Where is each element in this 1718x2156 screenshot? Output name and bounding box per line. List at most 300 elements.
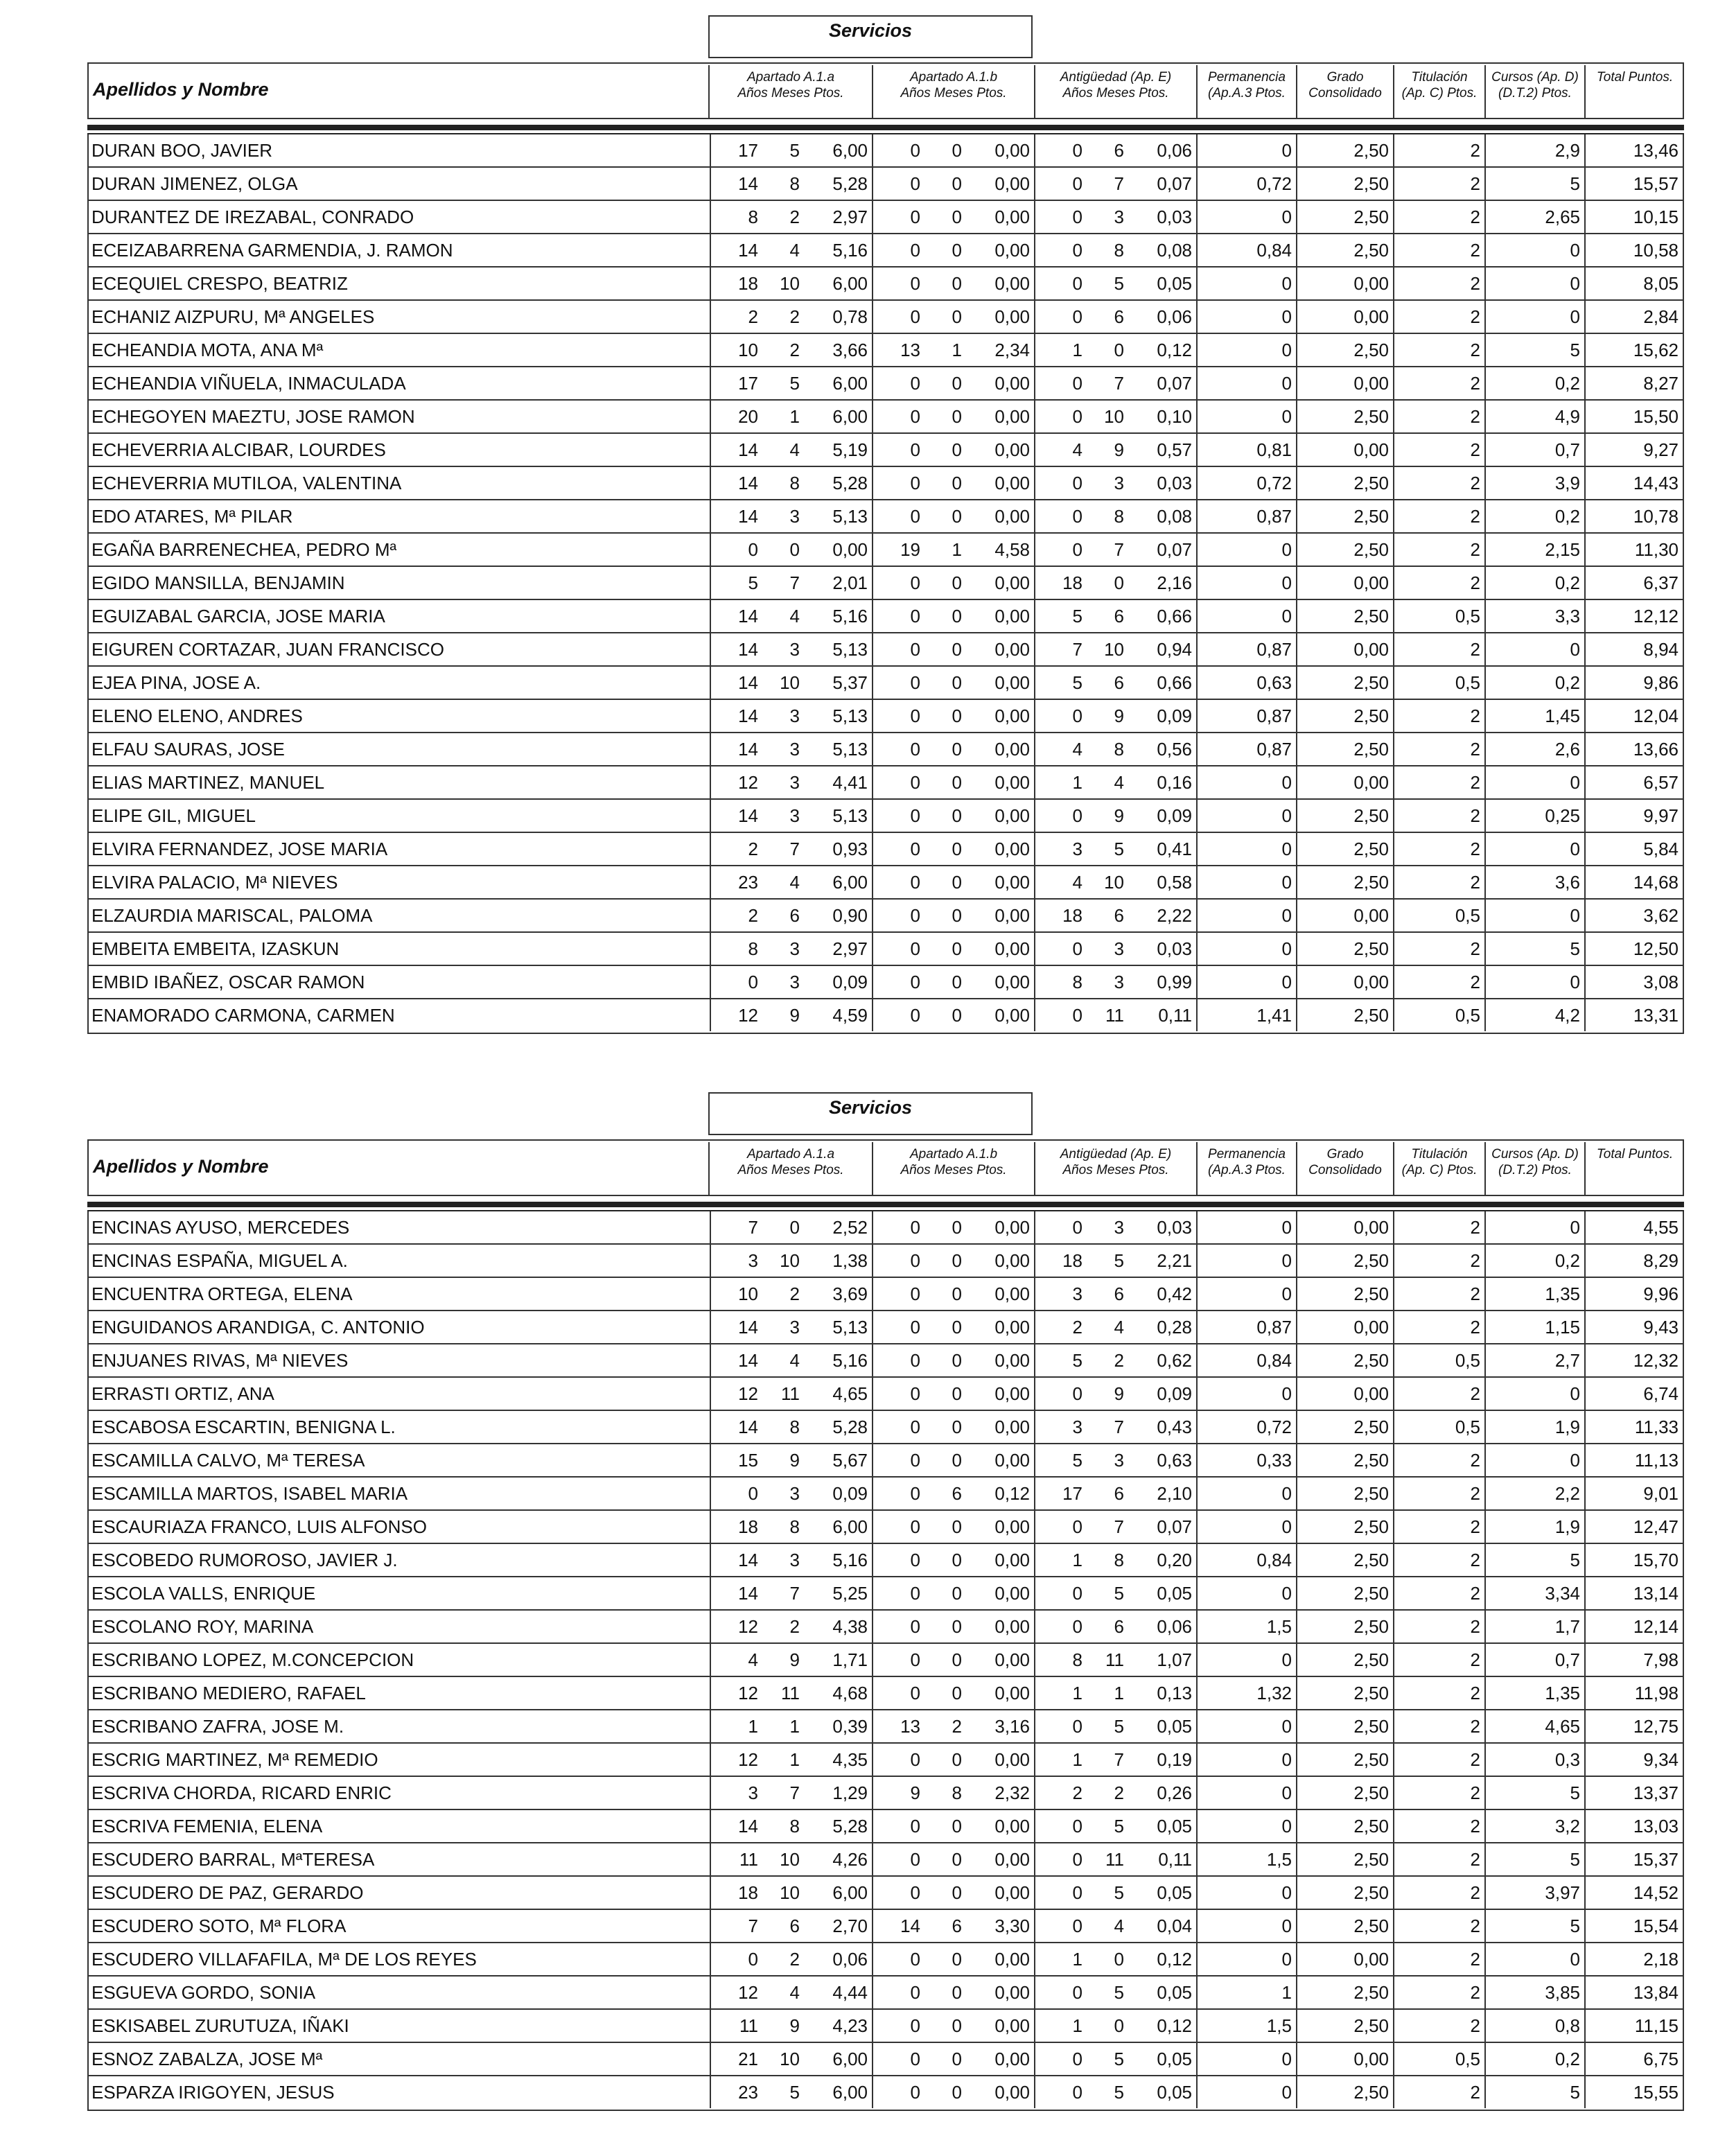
- table-row: [89, 1544, 1683, 1577]
- cell-a1b-years: 0: [872, 1810, 923, 1842]
- cell-a1b-points: 0,00: [994, 905, 1030, 926]
- cell-total: 3,08: [1584, 966, 1681, 998]
- cell-a1b-points: 0,12: [994, 1483, 1030, 1504]
- cell-total: 3,62: [1584, 900, 1681, 931]
- table-row: [89, 800, 1683, 833]
- cell-a1b-years: 0: [872, 1544, 923, 1576]
- cell-a1a-points: 6,00: [832, 1516, 868, 1537]
- cell-a1b-years: 0: [872, 900, 923, 931]
- cell-ant-years: 18: [1034, 1245, 1085, 1277]
- cell-ant-years: 0: [1034, 1211, 1085, 1243]
- cell-a1a-points: 4,41: [832, 772, 868, 793]
- table-row: [89, 1511, 1683, 1544]
- cell-permanencia: 0: [1196, 1245, 1295, 1277]
- cell-a1b-years: 0: [872, 500, 923, 532]
- cell-a1a-points: 1,71: [832, 1649, 868, 1670]
- cell-ant-months: 3: [1114, 207, 1124, 227]
- cell-a1b-points: 0,00: [994, 1350, 1030, 1371]
- cell-total: 10,15: [1584, 201, 1681, 233]
- cell-a1b-months: 0: [952, 506, 962, 527]
- cell-titulacion: 0,5: [1393, 600, 1483, 632]
- cell-a1b-points: 0,00: [994, 1217, 1030, 1238]
- table-row: [89, 1444, 1683, 1478]
- cell-grado: 0,00: [1296, 1378, 1392, 1410]
- cell-a1a-years: 14: [710, 667, 761, 699]
- cell-name: ELVIRA FERNANDEZ, JOSE MARIA: [91, 839, 388, 859]
- table-row: [89, 334, 1683, 367]
- cell-a1a-points: 4,26: [832, 1849, 868, 1870]
- cell-a1b-years: 0: [872, 866, 923, 898]
- cell-a1b-points: 0,00: [994, 1683, 1030, 1703]
- cell-ant-points: 0,07: [1157, 373, 1192, 394]
- cell-a1a-months: 1: [789, 1716, 800, 1737]
- cell-ant-points: 0,03: [1157, 473, 1192, 493]
- cell-titulacion: 2: [1393, 1710, 1483, 1742]
- cell-a1a-points: 0,78: [832, 306, 868, 327]
- cell-a1b-points: 0,00: [994, 1005, 1030, 1026]
- cell-ant-months: 3: [1114, 1217, 1124, 1238]
- cell-a1b-months: 0: [952, 1417, 962, 1437]
- cell-a1a-months: 2: [789, 1616, 800, 1637]
- cell-ant-points: 0,20: [1157, 1550, 1192, 1570]
- cell-a1b-years: 0: [872, 1577, 923, 1609]
- cell-total: 9,34: [1584, 1744, 1681, 1776]
- cell-ant-months: 5: [1114, 1982, 1124, 2003]
- cell-name: DURAN JIMENEZ, OLGA: [91, 173, 298, 194]
- cell-a1a-points: 6,00: [832, 2082, 868, 2103]
- cell-a1b-points: 0,00: [994, 938, 1030, 959]
- cell-titulacion: 2: [1393, 1378, 1483, 1410]
- cell-permanencia: 0: [1196, 1777, 1295, 1809]
- cell-cursos: 0,2: [1484, 2043, 1583, 2075]
- header-antiguedad: Antigüedad (Ap. E) Años Meses Ptos.: [1034, 1142, 1196, 1195]
- cell-a1a-months: 1: [789, 406, 800, 427]
- cell-grado: 2,50: [1296, 1411, 1392, 1443]
- cell-a1b-months: 0: [952, 1749, 962, 1770]
- cell-cursos: 5: [1484, 933, 1583, 965]
- header-a1b: Apartado A.1.b Años Meses Ptos.: [872, 65, 1034, 118]
- cell-grado: 2,50: [1296, 467, 1392, 499]
- cell-ant-points: 0,09: [1157, 705, 1192, 726]
- cell-a1b-years: 0: [872, 633, 923, 665]
- cell-a1a-years: 14: [710, 1544, 761, 1576]
- cell-ant-months: 6: [1114, 306, 1124, 327]
- cell-a1a-months: 7: [789, 1583, 800, 1604]
- cell-grado: 2,50: [1296, 500, 1392, 532]
- cell-titulacion: 2: [1393, 500, 1483, 532]
- cell-cursos: 1,35: [1484, 1278, 1583, 1310]
- cell-titulacion: 2: [1393, 367, 1483, 399]
- cell-total: 6,74: [1584, 1378, 1681, 1410]
- cell-a1b-years: 19: [872, 534, 923, 566]
- cell-a1a-years: 15: [710, 1444, 761, 1476]
- cell-ant-months: 5: [1114, 1716, 1124, 1737]
- cell-a1a-points: 5,28: [832, 173, 868, 194]
- cell-a1b-months: 0: [952, 1982, 962, 2003]
- cell-a1b-years: 0: [872, 234, 923, 266]
- cell-name: ENJUANES RIVAS, Mª NIEVES: [91, 1350, 349, 1371]
- cell-total: 9,86: [1584, 667, 1681, 699]
- cell-grado: 2,50: [1296, 201, 1392, 233]
- header-name: Apellidos y Nombre: [93, 1156, 269, 1177]
- cell-ant-years: 5: [1034, 1444, 1085, 1476]
- cell-ant-months: 8: [1114, 739, 1124, 760]
- cell-a1a-years: 14: [710, 1311, 761, 1343]
- cell-titulacion: 2: [1393, 201, 1483, 233]
- cell-a1a-years: 3: [710, 1777, 761, 1809]
- cell-a1a-months: 3: [789, 772, 800, 793]
- cell-a1b-points: 0,00: [994, 606, 1030, 626]
- cell-a1a-years: 14: [710, 467, 761, 499]
- cell-name: ESCOBEDO RUMOROSO, JAVIER J.: [91, 1550, 398, 1570]
- cell-grado: 2,50: [1296, 1478, 1392, 1509]
- table-row: [89, 534, 1683, 567]
- cell-ant-months: 5: [1114, 2082, 1124, 2103]
- cell-ant-months: 0: [1114, 572, 1124, 593]
- cell-a1b-months: 0: [952, 473, 962, 493]
- cell-name: ESCRIBANO ZAFRA, JOSE M.: [91, 1716, 344, 1737]
- cell-name: ELIAS MARTINEZ, MANUEL: [91, 772, 325, 793]
- cell-a1a-years: 14: [710, 1344, 761, 1376]
- table-row: [89, 633, 1683, 667]
- cell-grado: 0,00: [1296, 567, 1392, 599]
- cell-a1b-years: 0: [872, 800, 923, 832]
- cell-ant-months: 7: [1114, 1516, 1124, 1537]
- cell-ant-years: 8: [1034, 966, 1085, 998]
- cell-permanencia: 0: [1196, 201, 1295, 233]
- cell-grado: 2,50: [1296, 999, 1392, 1031]
- table-row: [89, 1744, 1683, 1777]
- cell-a1b-months: 0: [952, 639, 962, 660]
- cell-ant-months: 4: [1114, 1317, 1124, 1338]
- cell-ant-years: 0: [1034, 1611, 1085, 1642]
- cell-total: 13,37: [1584, 1777, 1681, 1809]
- cell-ant-years: 1: [1034, 1544, 1085, 1576]
- cell-cursos: 0,25: [1484, 800, 1583, 832]
- cell-a1a-points: 6,00: [832, 1882, 868, 1903]
- cell-a1b-years: 0: [872, 667, 923, 699]
- cell-a1a-months: 7: [789, 839, 800, 859]
- cell-ant-months: 7: [1114, 1417, 1124, 1437]
- cell-ant-months: 7: [1114, 1749, 1124, 1770]
- cell-a1a-years: 18: [710, 1511, 761, 1543]
- cell-ant-years: 4: [1034, 434, 1085, 466]
- cell-cursos: 5: [1484, 1910, 1583, 1942]
- cell-ant-months: 5: [1114, 839, 1124, 859]
- cell-a1b-points: 0,00: [994, 1583, 1030, 1604]
- cell-permanencia: 0: [1196, 1943, 1295, 1975]
- cell-a1b-points: 0,00: [994, 2049, 1030, 2069]
- cell-a1b-years: 0: [872, 1245, 923, 1277]
- cell-a1a-years: 12: [710, 1677, 761, 1709]
- cell-name: ECEQUIEL CRESPO, BEATRIZ: [91, 273, 348, 294]
- table-row: [89, 1611, 1683, 1644]
- cell-a1b-months: 0: [952, 373, 962, 394]
- cell-a1a-months: 8: [789, 1417, 800, 1437]
- cell-a1a-points: 2,70: [832, 1916, 868, 1936]
- cell-a1a-years: 5: [710, 567, 761, 599]
- header-cursos: Cursos (Ap. D) (D.T.2) Ptos.: [1484, 1142, 1584, 1195]
- cell-cursos: 0,2: [1484, 367, 1583, 399]
- cell-titulacion: 0,5: [1393, 900, 1483, 931]
- header-total: Total Puntos.: [1584, 1142, 1684, 1195]
- cell-total: 11,98: [1584, 1677, 1681, 1709]
- cell-ant-points: 0,99: [1157, 972, 1192, 992]
- cell-a1b-points: 0,00: [994, 373, 1030, 394]
- cell-name: ESCRIBANO LOPEZ, M.CONCEPCION: [91, 1649, 414, 1670]
- cell-cursos: 2,6: [1484, 733, 1583, 765]
- cell-a1a-years: 11: [710, 1843, 761, 1875]
- cell-ant-points: 0,11: [1158, 1849, 1192, 1870]
- cell-ant-months: 7: [1114, 173, 1124, 194]
- cell-a1a-points: 5,16: [832, 1350, 868, 1371]
- cell-a1a-points: 2,97: [832, 207, 868, 227]
- cell-a1a-points: 4,59: [832, 1005, 868, 1026]
- cell-ant-years: 0: [1034, 1843, 1085, 1875]
- header-total: Total Puntos.: [1584, 65, 1684, 118]
- cell-titulacion: 2: [1393, 1311, 1483, 1343]
- cell-ant-years: 17: [1034, 1478, 1085, 1509]
- cell-name: EGIDO MANSILLA, BENJAMIN: [91, 572, 345, 593]
- cell-a1a-months: 9: [789, 1450, 800, 1471]
- table-row: [89, 500, 1683, 534]
- cell-cursos: 1,45: [1484, 700, 1583, 732]
- cell-a1b-points: 3,30: [994, 1916, 1030, 1936]
- cell-a1a-months: 8: [789, 1516, 800, 1537]
- cell-total: 9,27: [1584, 434, 1681, 466]
- cell-ant-points: 2,10: [1157, 1483, 1192, 1504]
- cell-a1b-points: 0,00: [994, 240, 1030, 261]
- cell-ant-months: 6: [1114, 1283, 1124, 1304]
- cell-a1a-points: 5,19: [832, 439, 868, 460]
- cell-ant-years: 0: [1034, 933, 1085, 965]
- cell-cursos: 0: [1484, 1444, 1583, 1476]
- cell-titulacion: 2: [1393, 866, 1483, 898]
- cell-a1a-years: 12: [710, 999, 761, 1031]
- cell-ant-years: 8: [1034, 1644, 1085, 1676]
- cell-a1b-months: 0: [952, 1250, 962, 1271]
- cell-titulacion: 2: [1393, 1877, 1483, 1909]
- cell-a1b-months: 6: [952, 1483, 962, 1504]
- cell-a1b-points: 0,00: [994, 805, 1030, 826]
- table-row: [89, 1810, 1683, 1843]
- cell-ant-months: 11: [1105, 1649, 1124, 1670]
- cell-permanencia: 0: [1196, 268, 1295, 299]
- cell-a1b-years: 0: [872, 367, 923, 399]
- cell-total: 8,94: [1584, 633, 1681, 665]
- cell-cursos: 0: [1484, 633, 1583, 665]
- cell-a1b-months: 0: [952, 1005, 962, 1026]
- cell-a1a-months: 9: [789, 1649, 800, 1670]
- cell-name: ELIPE GIL, MIGUEL: [91, 805, 256, 826]
- cell-grado: 0,00: [1296, 1943, 1392, 1975]
- cell-a1a-months: 11: [781, 1683, 800, 1703]
- cell-titulacion: 2: [1393, 1577, 1483, 1609]
- cell-ant-points: 0,05: [1157, 1882, 1192, 1903]
- cell-name: ESCOLA VALLS, ENRIQUE: [91, 1583, 316, 1604]
- cell-grado: 2,50: [1296, 534, 1392, 566]
- cell-ant-points: 0,08: [1157, 240, 1192, 261]
- cell-a1b-years: 0: [872, 1611, 923, 1642]
- cell-a1a-months: 8: [789, 473, 800, 493]
- cell-permanencia: 0: [1196, 1211, 1295, 1243]
- cell-ant-years: 0: [1034, 1710, 1085, 1742]
- cell-grado: 0,00: [1296, 2043, 1392, 2075]
- header-a1b: Apartado A.1.b Años Meses Ptos.: [872, 1142, 1034, 1195]
- cell-a1b-years: 0: [872, 1877, 923, 1909]
- cell-total: 13,66: [1584, 733, 1681, 765]
- cell-a1a-years: 18: [710, 1877, 761, 1909]
- cell-ant-years: 18: [1034, 567, 1085, 599]
- cell-ant-months: 9: [1114, 439, 1124, 460]
- cell-ant-years: 0: [1034, 1977, 1085, 2008]
- cell-a1a-months: 6: [789, 905, 800, 926]
- cell-a1a-months: 3: [789, 705, 800, 726]
- cell-permanencia: 0: [1196, 1710, 1295, 1742]
- cell-ant-months: 6: [1114, 140, 1124, 161]
- cell-a1b-points: 0,00: [994, 506, 1030, 527]
- cell-permanencia: 0,87: [1196, 1311, 1295, 1343]
- cell-a1a-points: 4,44: [832, 1982, 868, 2003]
- cell-ant-months: 9: [1114, 1383, 1124, 1404]
- cell-a1a-points: 6,00: [832, 2049, 868, 2069]
- cell-ant-months: 2: [1114, 1782, 1124, 1803]
- cell-a1a-months: 3: [789, 972, 800, 992]
- cell-permanencia: 0,84: [1196, 1344, 1295, 1376]
- cell-grado: 2,50: [1296, 1777, 1392, 1809]
- cell-ant-months: 5: [1114, 1816, 1124, 1837]
- cell-permanencia: 0,84: [1196, 1544, 1295, 1576]
- cell-ant-months: 11: [1105, 1849, 1124, 1870]
- cell-permanencia: 1,5: [1196, 1843, 1295, 1875]
- cell-titulacion: 2: [1393, 766, 1483, 798]
- cell-a1b-months: 0: [952, 439, 962, 460]
- cell-name: ESGUEVA GORDO, SONIA: [91, 1982, 316, 2003]
- cell-grado: 2,50: [1296, 401, 1392, 432]
- cell-a1a-years: 12: [710, 1977, 761, 2008]
- cell-a1a-months: 3: [789, 1317, 800, 1338]
- cell-name: ELZAURDIA MARISCAL, PALOMA: [91, 905, 373, 926]
- cell-total: 10,58: [1584, 234, 1681, 266]
- cell-grado: 2,50: [1296, 1910, 1392, 1942]
- cell-a1a-points: 5,13: [832, 1317, 868, 1338]
- cell-cursos: 2,15: [1484, 534, 1583, 566]
- cell-permanencia: 0,81: [1196, 434, 1295, 466]
- cell-a1b-years: 13: [872, 334, 923, 366]
- cell-a1a-years: 14: [710, 800, 761, 832]
- cell-permanencia: 1,32: [1196, 1677, 1295, 1709]
- cell-permanencia: 0: [1196, 600, 1295, 632]
- table-row: [89, 766, 1683, 800]
- cell-a1a-years: 12: [710, 1744, 761, 1776]
- cell-cursos: 0: [1484, 1943, 1583, 1975]
- table-row: [89, 1977, 1683, 2010]
- cell-permanencia: 0,87: [1196, 700, 1295, 732]
- cell-a1a-months: 2: [789, 306, 800, 327]
- table-row: [89, 367, 1683, 401]
- cell-a1b-years: 0: [872, 1977, 923, 2008]
- cell-total: 14,68: [1584, 866, 1681, 898]
- cell-a1b-years: 0: [872, 1344, 923, 1376]
- column-header: [87, 62, 1684, 119]
- cell-ant-years: 1: [1034, 2010, 1085, 2042]
- cell-cursos: 0: [1484, 301, 1583, 333]
- cell-a1a-points: 5,13: [832, 739, 868, 760]
- cell-grado: 0,00: [1296, 966, 1392, 998]
- cell-cursos: 4,65: [1484, 1710, 1583, 1742]
- cell-a1a-months: 0: [789, 1217, 800, 1238]
- table-row: [89, 1344, 1683, 1378]
- cell-a1a-points: 5,13: [832, 506, 868, 527]
- cell-permanencia: 0,72: [1196, 467, 1295, 499]
- cell-grado: 2,50: [1296, 234, 1392, 266]
- cell-name: ELVIRA PALACIO, Mª NIEVES: [91, 872, 338, 893]
- cell-permanencia: 0: [1196, 1877, 1295, 1909]
- cell-a1b-points: 0,00: [994, 306, 1030, 327]
- cell-ant-years: 1: [1034, 1677, 1085, 1709]
- cell-ant-years: 1: [1034, 334, 1085, 366]
- cell-ant-months: 0: [1114, 1949, 1124, 1970]
- table-row: [89, 467, 1683, 500]
- table-row: [89, 268, 1683, 301]
- table-row: [89, 733, 1683, 766]
- cell-a1a-years: 23: [710, 2076, 761, 2108]
- table-row: [89, 2076, 1683, 2110]
- cell-a1a-points: 0,90: [832, 905, 868, 926]
- cell-total: 13,03: [1584, 1810, 1681, 1842]
- cell-cursos: 0,2: [1484, 667, 1583, 699]
- cell-ant-years: 5: [1034, 667, 1085, 699]
- cell-a1b-months: 0: [952, 739, 962, 760]
- cell-a1b-points: 0,00: [994, 739, 1030, 760]
- cell-name: ECHEVERRIA MUTILOA, VALENTINA: [91, 473, 402, 493]
- cell-a1a-months: 0: [789, 539, 800, 560]
- cell-a1b-months: 0: [952, 1283, 962, 1304]
- cell-permanencia: 0: [1196, 966, 1295, 998]
- table-row: [89, 1411, 1683, 1444]
- cell-ant-points: 0,43: [1157, 1417, 1192, 1437]
- table-row: [89, 1777, 1683, 1810]
- cell-permanencia: 0: [1196, 1910, 1295, 1942]
- cell-grado: 2,50: [1296, 334, 1392, 366]
- cell-ant-points: 2,16: [1157, 572, 1192, 593]
- cell-a1a-years: 17: [710, 134, 761, 166]
- cell-a1b-points: 0,00: [994, 1250, 1030, 1271]
- table-row: [89, 1910, 1683, 1943]
- cell-permanencia: 0: [1196, 1577, 1295, 1609]
- cell-total: 13,46: [1584, 134, 1681, 166]
- cell-a1a-points: 5,16: [832, 606, 868, 626]
- table-body-2: [87, 1211, 1684, 2111]
- cell-a1a-years: 12: [710, 1378, 761, 1410]
- cell-cursos: 2,65: [1484, 201, 1583, 233]
- cell-titulacion: 0,5: [1393, 1344, 1483, 1376]
- cell-titulacion: 2: [1393, 401, 1483, 432]
- cell-permanencia: 0,87: [1196, 733, 1295, 765]
- cell-titulacion: 2: [1393, 134, 1483, 166]
- cell-a1a-points: 3,66: [832, 340, 868, 360]
- cell-ant-points: 2,22: [1157, 905, 1192, 926]
- cell-ant-points: 0,08: [1157, 506, 1192, 527]
- cell-ant-years: 0: [1034, 1577, 1085, 1609]
- cell-a1a-points: 5,13: [832, 705, 868, 726]
- cell-permanencia: 0,72: [1196, 168, 1295, 200]
- cell-a1a-months: 3: [789, 805, 800, 826]
- cell-titulacion: 2: [1393, 633, 1483, 665]
- cell-total: 9,97: [1584, 800, 1681, 832]
- cell-grado: 2,50: [1296, 1877, 1392, 1909]
- cell-ant-months: 5: [1114, 1250, 1124, 1271]
